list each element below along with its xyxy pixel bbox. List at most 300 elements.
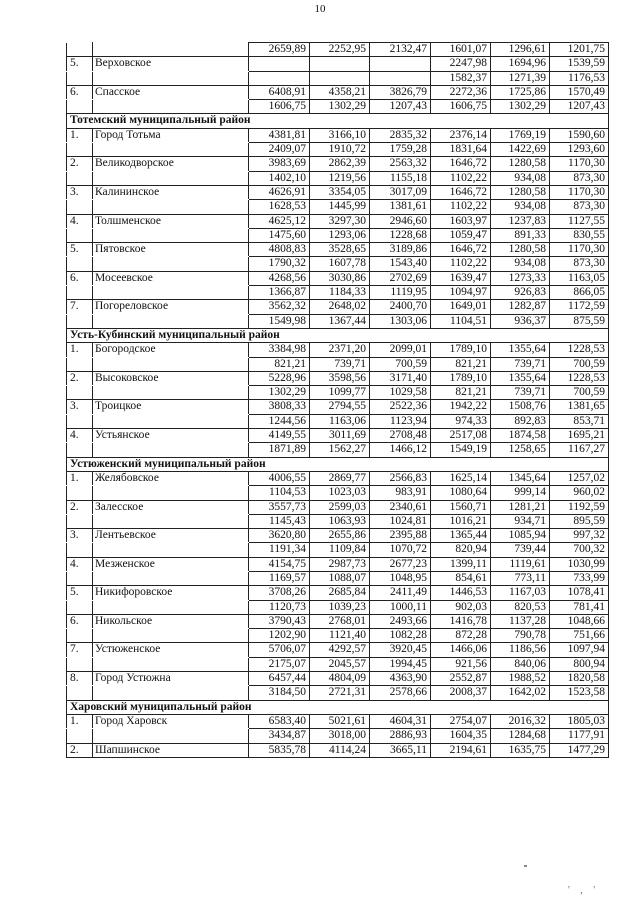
value-cell: 700,59 <box>550 386 609 400</box>
value-cell: 1345,64 <box>491 471 550 485</box>
table-row-continuation <box>67 71 609 85</box>
value-cell: 1293,60 <box>550 143 609 157</box>
value-cell: 733,99 <box>550 571 609 585</box>
value-cell: 1023,03 <box>310 486 370 500</box>
table-row <box>67 643 609 657</box>
table-row-continuation <box>67 43 609 57</box>
table-row <box>67 157 609 171</box>
value-cell: 1988,52 <box>491 672 550 686</box>
value-cell: 1381,65 <box>550 400 609 414</box>
value-cell: 2371,20 <box>310 343 370 357</box>
settlement-name-cell <box>93 443 249 457</box>
settlement-name-cell <box>93 286 249 300</box>
value-cell <box>249 71 310 85</box>
row-number-cell <box>67 514 93 528</box>
row-number-cell <box>67 100 93 114</box>
value-cell: 4292,57 <box>310 643 370 657</box>
value-cell: 5228,96 <box>249 371 310 385</box>
value-cell: 1039,23 <box>310 600 370 614</box>
value-cell: 1381,61 <box>370 200 431 214</box>
value-cell: 739,71 <box>491 357 550 371</box>
value-cell: 873,30 <box>550 257 609 271</box>
value-cell: 6583,40 <box>249 714 310 728</box>
row-number-cell: 6. <box>67 271 93 285</box>
table-row-continuation <box>67 571 609 585</box>
value-cell: 2395,88 <box>370 529 431 543</box>
value-cell: 781,41 <box>550 600 609 614</box>
row-number-cell: 4. <box>67 214 93 228</box>
value-cell: 1582,37 <box>431 71 491 85</box>
table-row-continuation <box>67 514 609 528</box>
value-cell: 1628,53 <box>249 200 310 214</box>
table-row <box>67 185 609 199</box>
value-cell: 830,55 <box>550 228 609 242</box>
value-cell: 2655,86 <box>310 529 370 543</box>
value-cell: 2987,73 <box>310 557 370 571</box>
value-cell <box>370 71 431 85</box>
settlement-name-cell <box>93 486 249 500</box>
value-cell: 5706,07 <box>249 643 310 657</box>
row-number-cell <box>67 571 93 585</box>
value-cell: 821,21 <box>431 357 491 371</box>
value-cell: 1170,30 <box>550 185 609 199</box>
value-cell: 3011,69 <box>310 429 370 443</box>
table-row-continuation <box>67 228 609 242</box>
value-cell: 1163,05 <box>550 271 609 285</box>
value-cell: 1549,19 <box>431 443 491 457</box>
table-row <box>67 243 609 257</box>
value-cell: 821,21 <box>249 357 310 371</box>
value-cell: 1192,59 <box>550 500 609 514</box>
value-cell: 1097,94 <box>550 643 609 657</box>
value-cell: 3171,40 <box>370 371 431 385</box>
row-number-cell <box>67 657 93 671</box>
settlement-name-cell: Толшменское <box>93 214 249 228</box>
table-row <box>67 343 609 357</box>
value-cell: 1127,55 <box>550 214 609 228</box>
row-number-cell <box>67 686 93 700</box>
value-cell: 3562,32 <box>249 300 310 314</box>
value-cell: 700,59 <box>370 357 431 371</box>
value-cell: 4114,24 <box>310 743 370 757</box>
value-cell: 1228,68 <box>370 228 431 242</box>
settlement-name-cell: Лентьевское <box>93 529 249 543</box>
value-cell: 1466,12 <box>370 443 431 457</box>
value-cell: 1402,10 <box>249 171 310 185</box>
value-cell: 1201,75 <box>550 43 609 57</box>
table-row-continuation <box>67 629 609 643</box>
value-cell: 1445,99 <box>310 200 370 214</box>
value-cell: 1604,35 <box>431 729 491 743</box>
row-number-cell <box>67 357 93 371</box>
value-cell: 1237,83 <box>491 214 550 228</box>
settlement-name-cell <box>93 314 249 328</box>
value-cell: 1000,11 <box>370 600 431 614</box>
settlement-name-cell: Устюженское <box>93 643 249 657</box>
value-cell: 2411,49 <box>370 586 431 600</box>
value-cell: 3528,65 <box>310 243 370 257</box>
value-cell: 4006,55 <box>249 471 310 485</box>
value-cell: 1177,91 <box>550 729 609 743</box>
value-cell: 1024,81 <box>370 514 431 528</box>
value-cell: 2768,01 <box>310 614 370 628</box>
row-number-cell: 2. <box>67 743 93 757</box>
value-cell: 866,05 <box>550 286 609 300</box>
section-header-row <box>67 457 609 471</box>
settlement-name-cell <box>93 143 249 157</box>
value-cell: 1167,03 <box>491 586 550 600</box>
value-cell: 1104,53 <box>249 486 310 500</box>
value-cell: 997,32 <box>550 529 609 543</box>
value-cell: 1191,34 <box>249 543 310 557</box>
value-cell: 1059,47 <box>431 228 491 242</box>
value-cell: 3297,30 <box>310 214 370 228</box>
value-cell: 1176,53 <box>550 71 609 85</box>
table-row <box>67 500 609 514</box>
value-cell: 3166,10 <box>310 128 370 142</box>
value-cell: 1303,06 <box>370 314 431 328</box>
value-cell: 2132,47 <box>370 43 431 57</box>
row-number-cell: 1. <box>67 128 93 142</box>
settlement-name-cell: Спасское <box>93 85 249 99</box>
value-cell: 2175,07 <box>249 657 310 671</box>
value-cell: 934,71 <box>491 514 550 528</box>
row-number-cell: 2. <box>67 371 93 385</box>
value-cell: 1606,75 <box>249 100 310 114</box>
value-cell: 1016,21 <box>431 514 491 528</box>
settlement-name-cell: Богородское <box>93 343 249 357</box>
settlement-name-cell: Город Устюжна <box>93 672 249 686</box>
value-cell: 1109,84 <box>310 543 370 557</box>
value-cell: 3184,50 <box>249 686 310 700</box>
value-cell: 1543,40 <box>370 257 431 271</box>
value-cell: 1523,58 <box>550 686 609 700</box>
table-row <box>67 400 609 414</box>
value-cell: 3620,80 <box>249 529 310 543</box>
value-cell: 3018,00 <box>310 729 370 743</box>
value-cell: 4268,56 <box>249 271 310 285</box>
value-cell: 983,91 <box>370 486 431 500</box>
value-cell: 1694,96 <box>491 57 550 71</box>
row-number-cell <box>67 71 93 85</box>
value-cell: 1102,22 <box>431 200 491 214</box>
value-cell: 790,78 <box>491 629 550 643</box>
value-cell: 1302,29 <box>491 100 550 114</box>
value-cell: 3598,56 <box>310 371 370 385</box>
settlement-name-cell <box>93 200 249 214</box>
table-row <box>67 128 609 142</box>
value-cell: 820,53 <box>491 600 550 614</box>
value-cell: 1184,33 <box>310 286 370 300</box>
settlement-name-cell <box>93 357 249 371</box>
table-row-continuation <box>67 443 609 457</box>
settlement-name-cell: Мосеевское <box>93 271 249 285</box>
value-cell: 1639,47 <box>431 271 491 285</box>
settlement-name-cell: Устьянское <box>93 429 249 443</box>
value-cell: 934,08 <box>491 200 550 214</box>
value-cell: 1273,33 <box>491 271 550 285</box>
table-row-continuation <box>67 357 609 371</box>
value-cell: 1080,64 <box>431 486 491 500</box>
value-cell: 2099,01 <box>370 343 431 357</box>
value-cell: 1163,06 <box>310 414 370 428</box>
value-cell: 739,44 <box>491 543 550 557</box>
value-cell: 1102,22 <box>431 171 491 185</box>
value-cell: 926,83 <box>491 286 550 300</box>
value-cell: 1121,40 <box>310 629 370 643</box>
value-cell: 1030,99 <box>550 557 609 571</box>
row-number-cell: 5. <box>67 57 93 71</box>
value-cell: 2886,93 <box>370 729 431 743</box>
table-row <box>67 85 609 99</box>
value-cell: 892,83 <box>491 414 550 428</box>
value-cell: 1606,75 <box>431 100 491 114</box>
value-cell: 1466,06 <box>431 643 491 657</box>
value-cell: 700,59 <box>550 357 609 371</box>
row-number-cell: 6. <box>67 85 93 99</box>
value-cell: 1293,06 <box>310 228 370 242</box>
value-cell: 2794,55 <box>310 400 370 414</box>
value-cell: 4363,90 <box>370 672 431 686</box>
value-cell: 895,59 <box>550 514 609 528</box>
table-row-continuation <box>67 600 609 614</box>
settlement-name-cell <box>93 657 249 671</box>
table-row-continuation <box>67 200 609 214</box>
row-number-cell <box>67 257 93 271</box>
value-cell: 1048,66 <box>550 614 609 628</box>
row-number-cell: 5. <box>67 586 93 600</box>
value-cell: 1202,90 <box>249 629 310 643</box>
value-cell: 4604,31 <box>370 714 431 728</box>
value-cell: 2008,37 <box>431 686 491 700</box>
value-cell: 3826,79 <box>370 85 431 99</box>
value-cell: 1137,28 <box>491 614 550 628</box>
value-cell: 1725,86 <box>491 85 550 99</box>
value-cell: 739,71 <box>491 386 550 400</box>
row-number-cell: 2. <box>67 500 93 514</box>
value-cell: 2016,32 <box>491 714 550 728</box>
row-number-cell: 1. <box>67 343 93 357</box>
value-cell: 1207,43 <box>550 100 609 114</box>
value-cell: 6457,44 <box>249 672 310 686</box>
settlement-name-cell: Мезженское <box>93 557 249 571</box>
settlement-name-cell <box>93 228 249 242</box>
value-cell: 1172,59 <box>550 300 609 314</box>
value-cell: 1119,61 <box>491 557 550 571</box>
value-cell: 840,06 <box>491 657 550 671</box>
value-cell: 1635,75 <box>491 743 550 757</box>
value-cell: 2578,66 <box>370 686 431 700</box>
value-cell: 2247,98 <box>431 57 491 71</box>
table-row-continuation <box>67 143 609 157</box>
settlement-name-cell: Погореловское <box>93 300 249 314</box>
value-cell: 1219,56 <box>310 171 370 185</box>
value-cell: 1284,68 <box>491 729 550 743</box>
table-row-continuation <box>67 171 609 185</box>
value-cell: 1446,53 <box>431 586 491 600</box>
value-cell: 1590,60 <box>550 128 609 142</box>
settlement-name-cell <box>93 729 249 743</box>
value-cell: 1625,14 <box>431 471 491 485</box>
value-cell: 700,32 <box>550 543 609 557</box>
value-cell: 1475,60 <box>249 228 310 242</box>
row-number-cell: 3. <box>67 185 93 199</box>
value-cell: 3384,98 <box>249 343 310 357</box>
value-cell: 3983,69 <box>249 157 310 171</box>
row-number-cell <box>67 729 93 743</box>
value-cell: 2685,84 <box>310 586 370 600</box>
value-cell: 2862,39 <box>310 157 370 171</box>
value-cell: 2869,77 <box>310 471 370 485</box>
value-cell: 1422,69 <box>491 143 550 157</box>
value-cell: 2599,03 <box>310 500 370 514</box>
value-cell: 3665,11 <box>370 743 431 757</box>
value-cell: 1603,97 <box>431 214 491 228</box>
settlement-name-cell <box>93 514 249 528</box>
value-cell: 873,30 <box>550 200 609 214</box>
table-row-continuation <box>67 314 609 328</box>
value-cell: 821,21 <box>431 386 491 400</box>
table-row-continuation <box>67 657 609 671</box>
section-title: Усть-Кубинский муниципальный район <box>67 328 609 342</box>
section-title: Харовский муниципальный район <box>67 700 609 714</box>
row-number-cell: 1. <box>67 471 93 485</box>
value-cell: 2194,61 <box>431 743 491 757</box>
settlement-name-cell: Пятовское <box>93 243 249 257</box>
value-cell: 1063,93 <box>310 514 370 528</box>
settlement-name-cell: Великодворское <box>93 157 249 171</box>
value-cell: 4808,83 <box>249 243 310 257</box>
value-cell: 4625,12 <box>249 214 310 228</box>
table-row <box>67 57 609 71</box>
value-cell: 3354,05 <box>310 185 370 199</box>
value-cell: 873,30 <box>550 171 609 185</box>
value-cell: 1282,87 <box>491 300 550 314</box>
settlement-name-cell: Никифоровское <box>93 586 249 600</box>
settlement-name-cell: Залесское <box>93 500 249 514</box>
table-row <box>67 214 609 228</box>
row-number-cell: 4. <box>67 429 93 443</box>
value-cell: 1228,53 <box>550 371 609 385</box>
value-cell: 4358,21 <box>310 85 370 99</box>
value-cell: 2272,36 <box>431 85 491 99</box>
value-cell: 4154,75 <box>249 557 310 571</box>
value-cell: 1099,77 <box>310 386 370 400</box>
value-cell: 1910,72 <box>310 143 370 157</box>
row-number-cell <box>67 543 93 557</box>
value-cell: 854,61 <box>431 571 491 585</box>
value-cell: 739,71 <box>310 357 370 371</box>
value-cell: 3017,09 <box>370 185 431 199</box>
scan-mark <box>524 865 527 867</box>
value-cell: 1228,53 <box>550 343 609 357</box>
row-number-cell: 8. <box>67 672 93 686</box>
value-cell: 1607,78 <box>310 257 370 271</box>
tariff-table <box>66 42 609 758</box>
value-cell: 2522,36 <box>370 400 431 414</box>
value-cell: 1088,07 <box>310 571 370 585</box>
section-header-row <box>67 700 609 714</box>
row-number-cell: 3. <box>67 400 93 414</box>
table-row <box>67 271 609 285</box>
value-cell: 751,66 <box>550 629 609 643</box>
value-cell: 1281,21 <box>491 500 550 514</box>
value-cell: 1119,95 <box>370 286 431 300</box>
value-cell: 1365,44 <box>431 529 491 543</box>
value-cell: 1366,87 <box>249 286 310 300</box>
value-cell: 1539,59 <box>550 57 609 71</box>
value-cell: 2754,07 <box>431 714 491 728</box>
settlement-name-cell <box>93 414 249 428</box>
row-number-cell <box>67 386 93 400</box>
table-row-continuation <box>67 257 609 271</box>
value-cell <box>310 71 370 85</box>
row-number-cell: 2. <box>67 157 93 171</box>
settlement-name-cell: Город Тотьма <box>93 128 249 142</box>
value-cell: 1355,64 <box>491 343 550 357</box>
value-cell: 3189,86 <box>370 243 431 257</box>
row-number-cell <box>67 314 93 328</box>
value-cell: 800,94 <box>550 657 609 671</box>
value-cell: 1170,30 <box>550 243 609 257</box>
value-cell: 3434,87 <box>249 729 310 743</box>
settlement-name-cell: Троицкое <box>93 400 249 414</box>
row-number-cell <box>67 200 93 214</box>
value-cell: 2677,23 <box>370 557 431 571</box>
value-cell: 1102,22 <box>431 257 491 271</box>
value-cell: 4149,55 <box>249 429 310 443</box>
value-cell: 1155,18 <box>370 171 431 185</box>
value-cell: 875,59 <box>550 314 609 328</box>
value-cell: 1646,72 <box>431 185 491 199</box>
value-cell: 2708,48 <box>370 429 431 443</box>
value-cell: 1646,72 <box>431 243 491 257</box>
value-cell: 2340,61 <box>370 500 431 514</box>
settlement-name-cell <box>93 100 249 114</box>
value-cell: 1078,41 <box>550 586 609 600</box>
table-row-continuation <box>67 100 609 114</box>
value-cell: 1642,02 <box>491 686 550 700</box>
value-cell: 1302,29 <box>249 386 310 400</box>
section-title: Тотемский муниципальный район <box>67 114 609 128</box>
row-number-cell <box>67 143 93 157</box>
table-row <box>67 557 609 571</box>
value-cell: 3790,43 <box>249 614 310 628</box>
value-cell: 960,02 <box>550 486 609 500</box>
value-cell: 2400,70 <box>370 300 431 314</box>
value-cell: 1145,43 <box>249 514 310 528</box>
value-cell: 1085,94 <box>491 529 550 543</box>
row-number-cell <box>67 286 93 300</box>
row-number-cell <box>67 43 93 57</box>
settlement-name-cell <box>93 543 249 557</box>
value-cell: 773,11 <box>491 571 550 585</box>
value-cell: 1942,22 <box>431 400 491 414</box>
value-cell: 902,03 <box>431 600 491 614</box>
table-row <box>67 714 609 728</box>
value-cell: 2563,32 <box>370 157 431 171</box>
value-cell: 1029,58 <box>370 386 431 400</box>
settlement-name-cell <box>93 257 249 271</box>
settlement-name-cell: Верховское <box>93 57 249 71</box>
value-cell: 1123,94 <box>370 414 431 428</box>
value-cell: 1186,56 <box>491 643 550 657</box>
settlement-name-cell: Город Харовск <box>93 714 249 728</box>
value-cell: 1646,72 <box>431 157 491 171</box>
settlement-name-cell <box>93 571 249 585</box>
value-cell: 1769,19 <box>491 128 550 142</box>
settlement-name-cell <box>93 71 249 85</box>
